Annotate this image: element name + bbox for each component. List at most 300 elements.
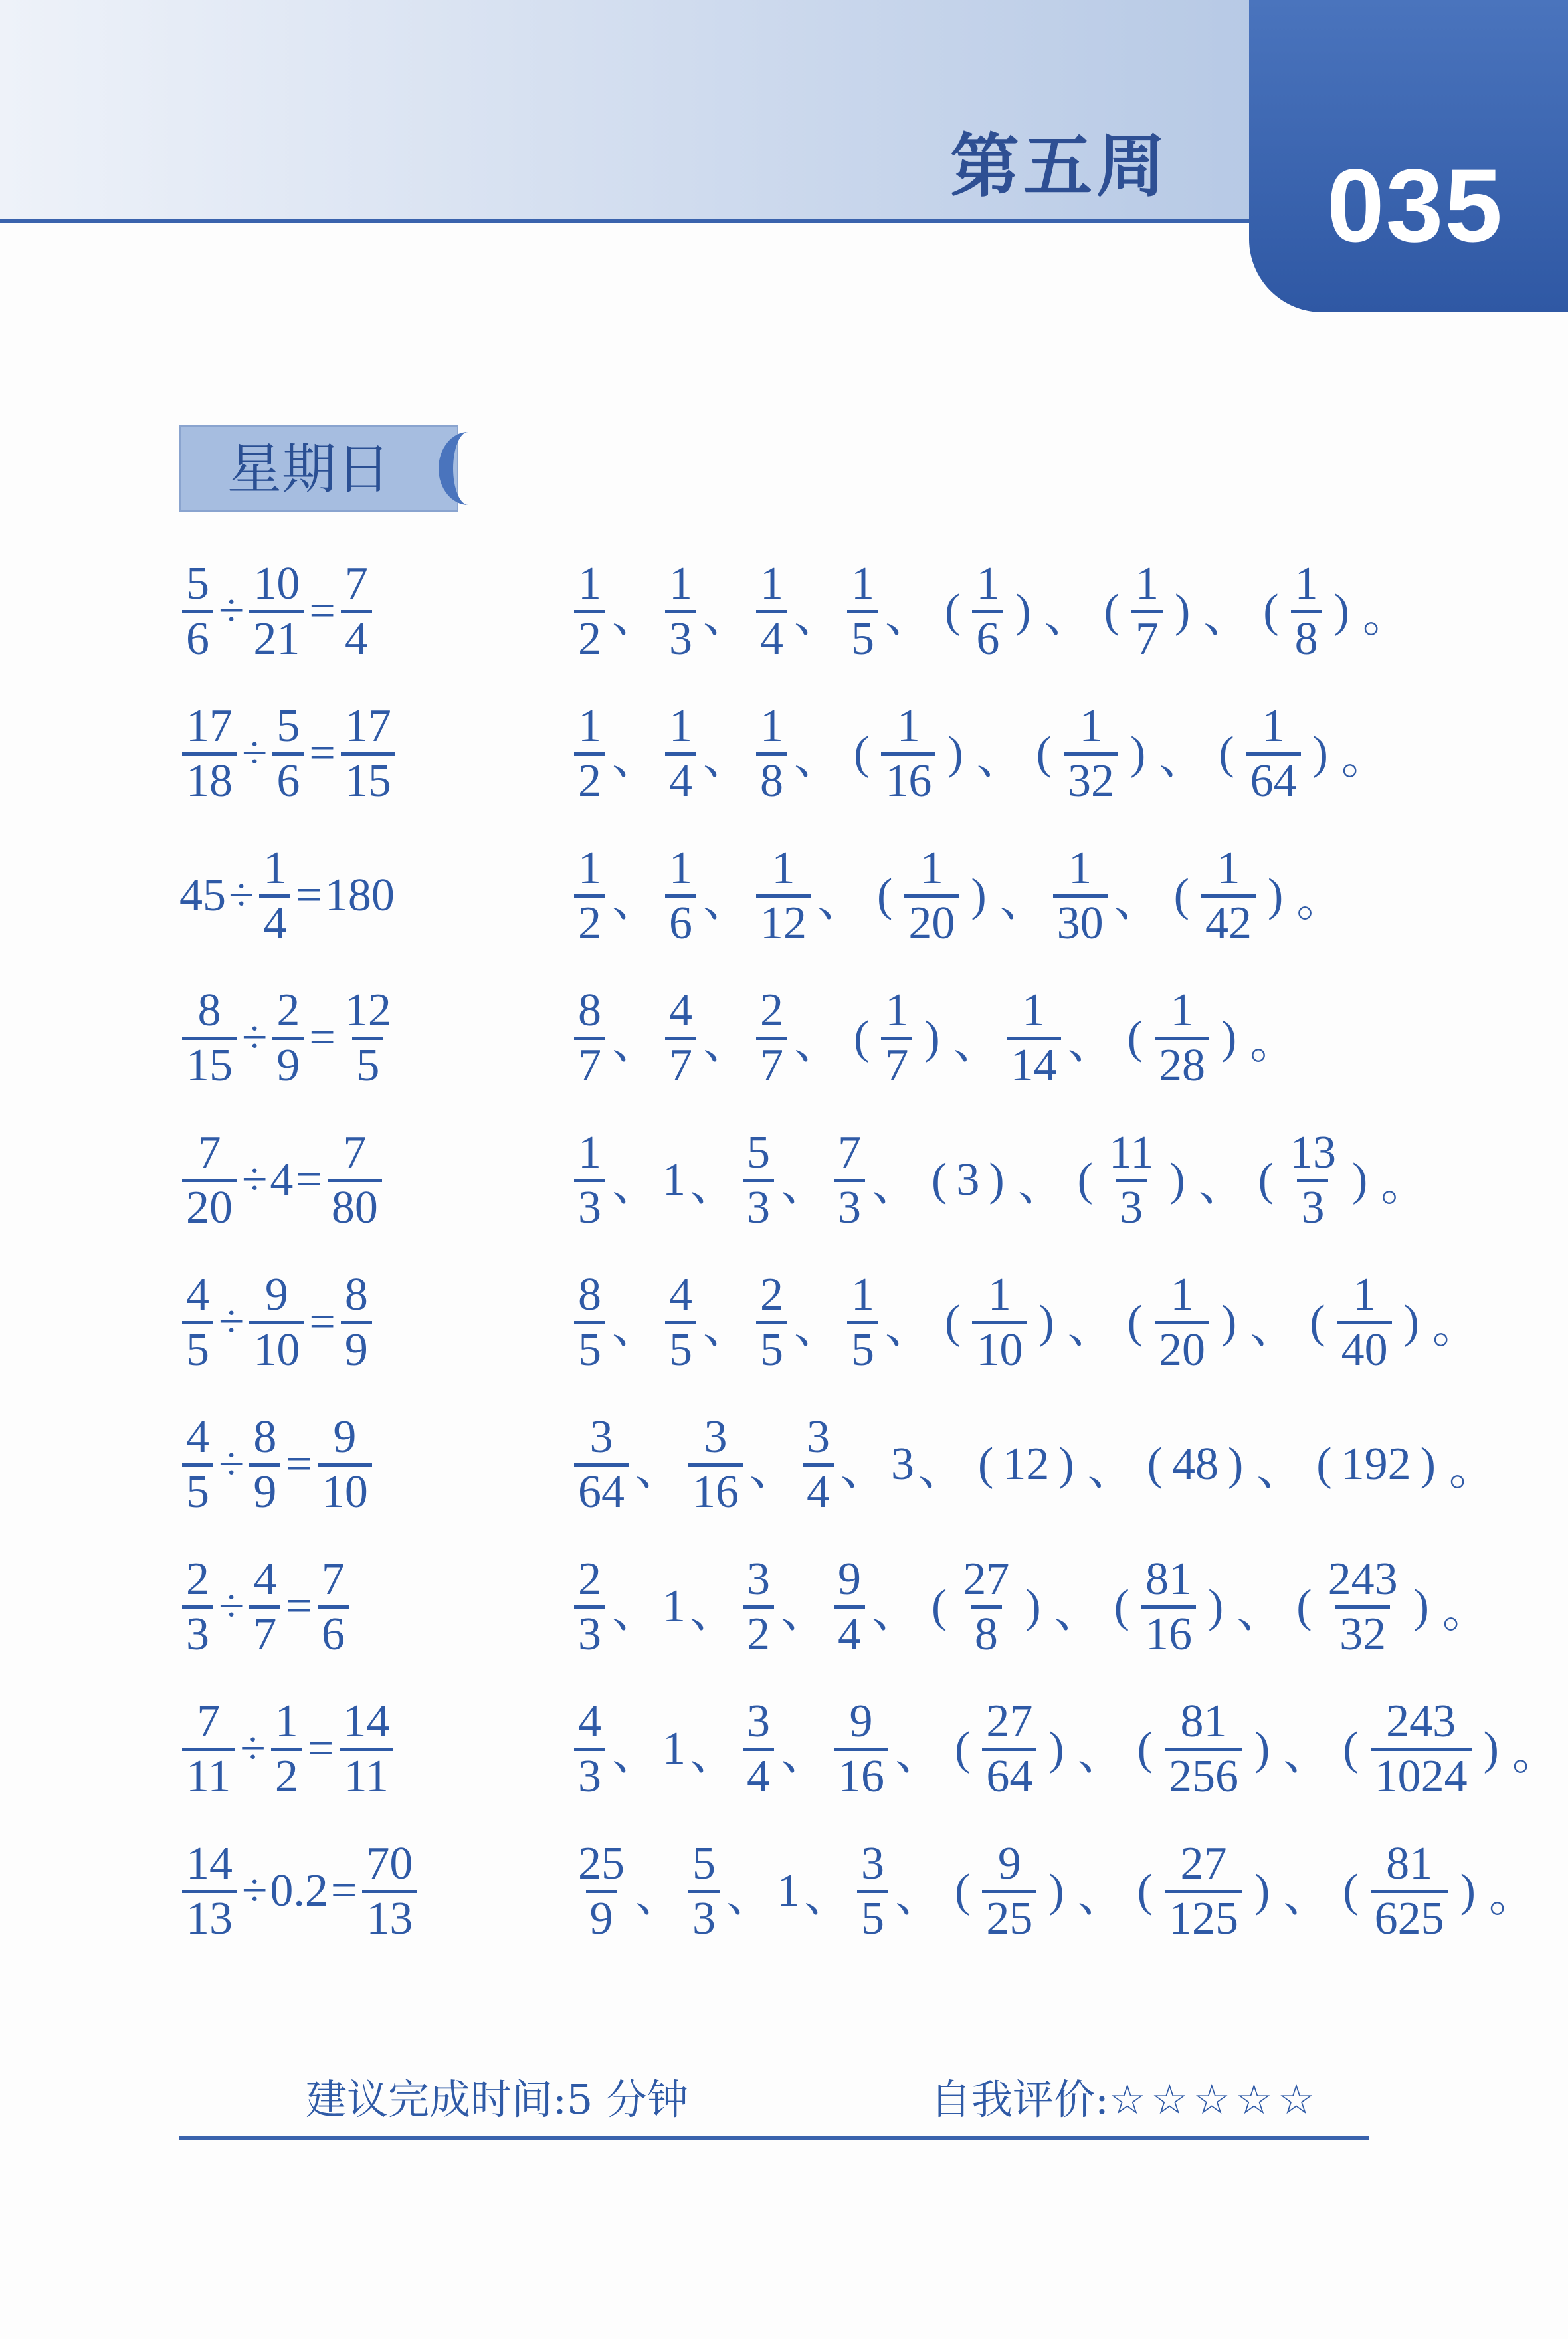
denominator: 5 [847,1321,878,1373]
numerator: 243 [1327,1553,1398,1605]
sequence-term [574,1695,605,1802]
denominator: 7 [574,1037,605,1089]
answer-blank [1138,1438,1253,1491]
divide-sign: ÷ [219,585,245,637]
sequence-math [571,1411,1500,1518]
open-paren: ( [955,1865,971,1916]
star-rating-icons[interactable]: ☆☆☆☆☆ [1108,2075,1320,2124]
comma-separator: 、 [840,1443,887,1495]
close-paren: ) [1015,585,1031,637]
answer-blank [1249,1126,1377,1233]
comma-separator: 、 [895,1728,941,1780]
numerator: 7 [344,558,368,609]
answer-blank [1027,700,1155,807]
sequence-term [834,1126,865,1233]
comma-separator: 、 [703,590,749,642]
numerator: 14 [186,1837,233,1889]
answer-term [1246,700,1301,807]
comma-separator: 、 [794,732,840,784]
footer [179,2057,1369,2140]
comma-separator: 、 [794,590,840,642]
sequence-math [571,1838,1539,1944]
numerator: 1 [669,558,692,609]
numerator: 1 [885,984,909,1036]
divisor [249,1553,280,1660]
answer-blank [1095,558,1200,664]
numerator: 1 [578,842,601,894]
sequence-term [756,700,787,807]
page-number: 035 [1326,148,1504,264]
comma-separator: 、 [612,590,658,642]
denominator: 32 [1335,1605,1390,1658]
denominator: 7 [756,1037,787,1089]
denominator: 5 [352,1037,383,1089]
close-paren: ) [1312,728,1328,779]
answer-blank [1333,1695,1508,1802]
divide-sign: ÷ [242,1865,268,1916]
close-paren: ) [1169,1154,1185,1205]
close-paren: ) [1048,1865,1064,1916]
sequence-term [847,1269,878,1375]
denominator: 6 [665,894,696,947]
comma-separator: 、 [703,874,749,926]
equation-math [179,985,398,1091]
open-paren: ( [1147,1439,1163,1490]
answer-blank [1118,1269,1246,1375]
numerator: 1 [578,558,601,609]
numerator: 1 [1022,984,1046,1036]
denominator: 20 [182,1179,237,1231]
numerator: 8 [197,984,221,1036]
numerator: 1 [669,842,692,894]
answer-term [1155,984,1209,1091]
close-paren: ) [989,1154,1005,1205]
denominator: 3 [574,1179,605,1231]
denominator: 7 [881,1037,912,1089]
numerator: 1 [1068,842,1092,894]
answer-blank [1118,984,1246,1091]
numerator: 27 [1180,1837,1227,1889]
close-paren: ) [1129,728,1146,779]
numerator: 3 [807,1411,830,1463]
comma-separator: 、 [726,1870,773,1922]
equals-sign: = [309,1012,336,1063]
answer-term [1141,1553,1196,1660]
numerator: 8 [578,984,601,1036]
numerator: 1 [896,700,920,752]
close-paren: ) [947,728,963,779]
dividend [182,558,213,664]
numerator: 27 [963,1553,1010,1605]
denominator: 9 [249,1463,280,1516]
day-label: 星期日 [179,425,458,512]
quotient [339,1695,393,1802]
numerator: 1 [760,700,783,752]
numerator: 7 [197,1126,221,1178]
period: 。 [1341,732,1388,784]
numerator: 2 [760,1269,783,1320]
equation-math [179,700,398,807]
sequence-term: 1 [662,1723,686,1774]
numerator: 9 [849,1695,873,1747]
comma-separator: 、 [953,1017,1000,1068]
equals-sign: = [296,1154,322,1205]
answer-blank [1105,1553,1233,1660]
comma-separator: 、 [976,732,1023,784]
divisor [249,1411,280,1518]
division-equation [179,700,398,807]
numerator: 27 [986,1695,1033,1747]
numerator: 3 [589,1411,613,1463]
sequence-term [743,1695,774,1802]
period: 。 [1448,1443,1496,1495]
comma-separator: 、 [635,1443,682,1495]
number-sequence [571,985,1300,1091]
sequence-term [1007,984,1061,1091]
sequence-math [571,700,1392,807]
sequence-term: 1 [662,1154,686,1205]
close-paren: ) [1227,1439,1244,1490]
denominator: 30 [1053,894,1108,947]
sequence-term [574,558,605,664]
numerator: 9 [264,1269,288,1320]
answer-term [1155,1269,1209,1375]
close-paren: ) [1254,1723,1270,1774]
sequence-term [857,1837,888,1944]
comma-separator: 、 [1256,1443,1304,1495]
divide-sign: ÷ [229,870,254,921]
numerator: 1 [1079,700,1103,752]
numerator: 14 [343,1695,390,1747]
number-sequence [571,1838,1539,1944]
numerator: 1 [1170,984,1194,1036]
sequence-term [847,558,878,664]
denominator: 9 [341,1321,372,1373]
dividend [182,1269,213,1375]
comma-separator: 、 [690,1585,736,1637]
numerator: 1 [920,842,943,894]
sequence-term [756,558,787,664]
denominator: 125 [1165,1890,1242,1942]
comma-separator: 、 [895,1870,941,1922]
denominator: 7 [249,1605,280,1658]
answer-term [881,700,935,807]
close-paren: ) [1254,1865,1270,1916]
answer-blank [868,842,996,949]
numerator: 25 [578,1837,625,1889]
equals-sign: = [286,1439,312,1490]
denominator: 4 [665,752,696,805]
answer-blank [1165,842,1293,949]
denominator: 2 [574,752,605,805]
sequence-math [571,1269,1483,1375]
quotient: 180 [324,870,395,921]
division-equation [179,985,398,1091]
comma-separator: 、 [1044,590,1091,642]
denominator: 11 [340,1748,393,1800]
open-paren: ( [1258,1154,1274,1205]
sequence-term: 3 [891,1439,914,1490]
period: 。 [1432,1301,1479,1353]
division-equation [179,1554,351,1660]
answer-term [972,558,1003,664]
numerator: 4 [669,984,692,1036]
answer-term [959,1553,1013,1660]
numerator: 243 [1386,1695,1456,1747]
answer-blank [922,1553,1050,1660]
numerator: 3 [704,1411,728,1463]
answer-term [1371,1695,1472,1802]
period: 。 [1381,1159,1428,1211]
sequence-term [665,842,696,949]
denominator: 14 [1007,1037,1061,1089]
equals-sign: = [309,585,336,637]
open-paren: ( [1104,585,1120,637]
quotient [341,984,395,1091]
numerator: 5 [186,558,209,609]
equation-math [179,1838,419,1944]
dividend [182,1837,237,1944]
open-paren: ( [854,1012,870,1063]
denominator: 4 [756,610,787,662]
numerator: 9 [997,1837,1021,1889]
comma-separator: 、 [690,1728,736,1780]
sequence-math [571,558,1413,664]
numerator: 1 [771,842,795,894]
denominator: 8 [1291,610,1322,662]
sequence-math [571,843,1347,949]
divisor [249,1269,304,1375]
denominator: 16 [881,752,935,805]
numerator: 1 [1170,1269,1194,1320]
comma-separator: 、 [612,1017,658,1068]
answer-term [1131,558,1163,664]
denominator: 64 [1246,752,1301,805]
answer-blank [844,700,973,807]
equals-sign: = [307,1723,334,1774]
comma-separator: 、 [781,1159,827,1211]
equation-math [179,1696,396,1802]
equals-sign: = [296,870,322,921]
sequence-term [834,1695,888,1802]
numerator: 4 [253,1553,277,1605]
denominator: 3 [665,610,696,662]
number-sequence [571,558,1413,664]
close-paren: ) [1403,1296,1419,1348]
comma-separator: 、 [612,874,658,926]
divide-sign: ÷ [219,1439,245,1490]
sequence-term [574,1837,629,1944]
denominator: 21 [249,610,304,662]
numerator: 4 [186,1269,209,1320]
quotient [362,1837,417,1944]
answer-blank [844,984,949,1091]
sequence-term [665,558,696,664]
numerator: 1 [1217,842,1240,894]
close-paren: ) [1460,1865,1476,1916]
comma-separator: 、 [690,1159,736,1211]
numerator: 13 [1289,1126,1336,1178]
comma-separator: 、 [1250,1301,1297,1353]
open-paren: ( [1343,1865,1359,1916]
period: 。 [1362,590,1409,642]
sequence-term [756,1269,787,1375]
comma-separator: 、 [885,1301,931,1353]
period: 。 [1488,1870,1535,1922]
sequence-term [574,984,605,1091]
comma-separator: 、 [1159,732,1206,784]
divisor [272,984,304,1091]
sequence-math [571,1127,1431,1233]
numerator: 3 [861,1837,884,1889]
answer-blank [935,1269,1064,1375]
divisor [272,700,304,807]
denominator: 16 [1141,1605,1196,1658]
denominator: 18 [182,752,237,805]
divisor [249,558,304,664]
quotient [328,1126,382,1233]
close-paren: ) [1351,1154,1368,1205]
denominator: 5 [182,1463,213,1516]
sequence-term [665,1269,696,1375]
open-paren: ( [1137,1723,1153,1774]
divisor: 4 [270,1154,294,1205]
denominator: 2 [574,610,605,662]
numerator: 10 [253,558,300,609]
numerator: 8 [344,1269,368,1320]
sequence-term [574,1553,605,1660]
comma-separator: 、 [1077,1870,1124,1922]
answer-term [972,1269,1027,1375]
denominator: 6 [318,1605,349,1658]
divisor: 0.2 [270,1865,328,1916]
denominator: 40 [1337,1321,1392,1373]
equation-math [179,1554,351,1660]
sequence-term [688,1411,743,1518]
numerator: 8 [253,1411,277,1463]
answer-blank [1287,1553,1438,1660]
division-equation [179,843,395,949]
denominator: 4 [259,894,290,947]
number-sequence [571,1554,1493,1660]
divide-sign: ÷ [242,1154,268,1205]
answer-term: 12 [1003,1439,1050,1490]
answer-term [982,1837,1036,1944]
comma-separator: 、 [612,732,658,784]
answer-term [1105,1126,1157,1233]
sequence-term [743,1553,774,1660]
answer-blank [1307,1438,1445,1491]
numerator: 9 [333,1411,357,1463]
denominator: 64 [982,1748,1036,1800]
comma-separator: 、 [703,1017,749,1068]
comma-separator: 、 [1283,1870,1330,1922]
answer-blank [1128,1837,1280,1944]
answer-term: 3 [956,1154,980,1205]
denominator: 15 [182,1037,237,1089]
numerator: 7 [838,1126,861,1178]
sequence-term: 1 [662,1581,686,1632]
comma-separator: 、 [781,1585,827,1637]
close-paren: ) [1174,585,1191,637]
numerator: 1 [1294,558,1318,609]
open-paren: ( [978,1439,994,1490]
denominator: 3 [834,1179,865,1231]
denominator: 12 [756,894,811,947]
divisor [271,1695,302,1802]
suggested-time: 建议完成时间:5 分钟 [306,2075,689,2124]
comma-separator: 、 [612,1585,658,1637]
numerator: 1 [976,558,1000,609]
comma-separator: 、 [817,874,864,926]
answer-term [1371,1837,1448,1944]
answer-blank [935,558,1040,664]
sequence-term [574,1126,605,1233]
equation-math [179,1127,385,1233]
period: 。 [1442,1585,1489,1637]
numerator: 1 [1353,1269,1377,1320]
close-paren: ) [924,1012,940,1063]
answer-term [1064,700,1118,807]
sequence-math [571,1696,1563,1802]
sequence-term [665,700,696,807]
numerator: 70 [366,1837,413,1889]
answer-term [1291,558,1322,664]
division-equation [179,1411,375,1518]
numerator: 7 [321,1553,345,1605]
numerator: 2 [276,984,300,1036]
denominator: 20 [1155,1321,1209,1373]
denominator: 3 [1297,1179,1328,1231]
comma-separator: 、 [1198,1159,1245,1211]
divide-sign: ÷ [242,1012,268,1063]
period: 。 [1250,1017,1297,1068]
close-paren: ) [971,870,987,921]
period: 。 [1296,874,1343,926]
equals-sign: = [309,728,336,779]
denominator: 4 [743,1748,774,1800]
numerator: 7 [343,1126,367,1178]
comma-separator: 、 [794,1017,840,1068]
sequence-term [574,1411,629,1518]
sequence-term: 1 [777,1865,800,1916]
open-paren: ( [1173,870,1189,921]
numerator: 9 [838,1553,861,1605]
close-paren: ) [1420,1439,1436,1490]
self-evaluation-label: 自我评价: [930,2075,1109,2124]
denominator: 16 [834,1748,888,1800]
close-paren: ) [1025,1581,1041,1632]
denominator: 2 [271,1748,302,1800]
denominator: 10 [249,1321,304,1373]
comma-separator: 、 [1067,1017,1114,1068]
close-paren: ) [1333,585,1349,637]
denominator: 25 [982,1890,1036,1942]
dividend [182,700,237,807]
equation-math [179,1269,375,1375]
quotient [341,558,372,664]
numerator: 1 [760,558,783,609]
numerator: 4 [578,1695,601,1747]
numerator: 3 [747,1553,770,1605]
denominator: 5 [857,1890,888,1942]
denominator: 5 [182,1321,213,1373]
comma-separator: 、 [749,1443,796,1495]
open-paren: ( [945,1296,961,1348]
close-paren: ) [1207,1581,1224,1632]
denominator: 5 [847,610,878,662]
dividend [182,1126,237,1233]
